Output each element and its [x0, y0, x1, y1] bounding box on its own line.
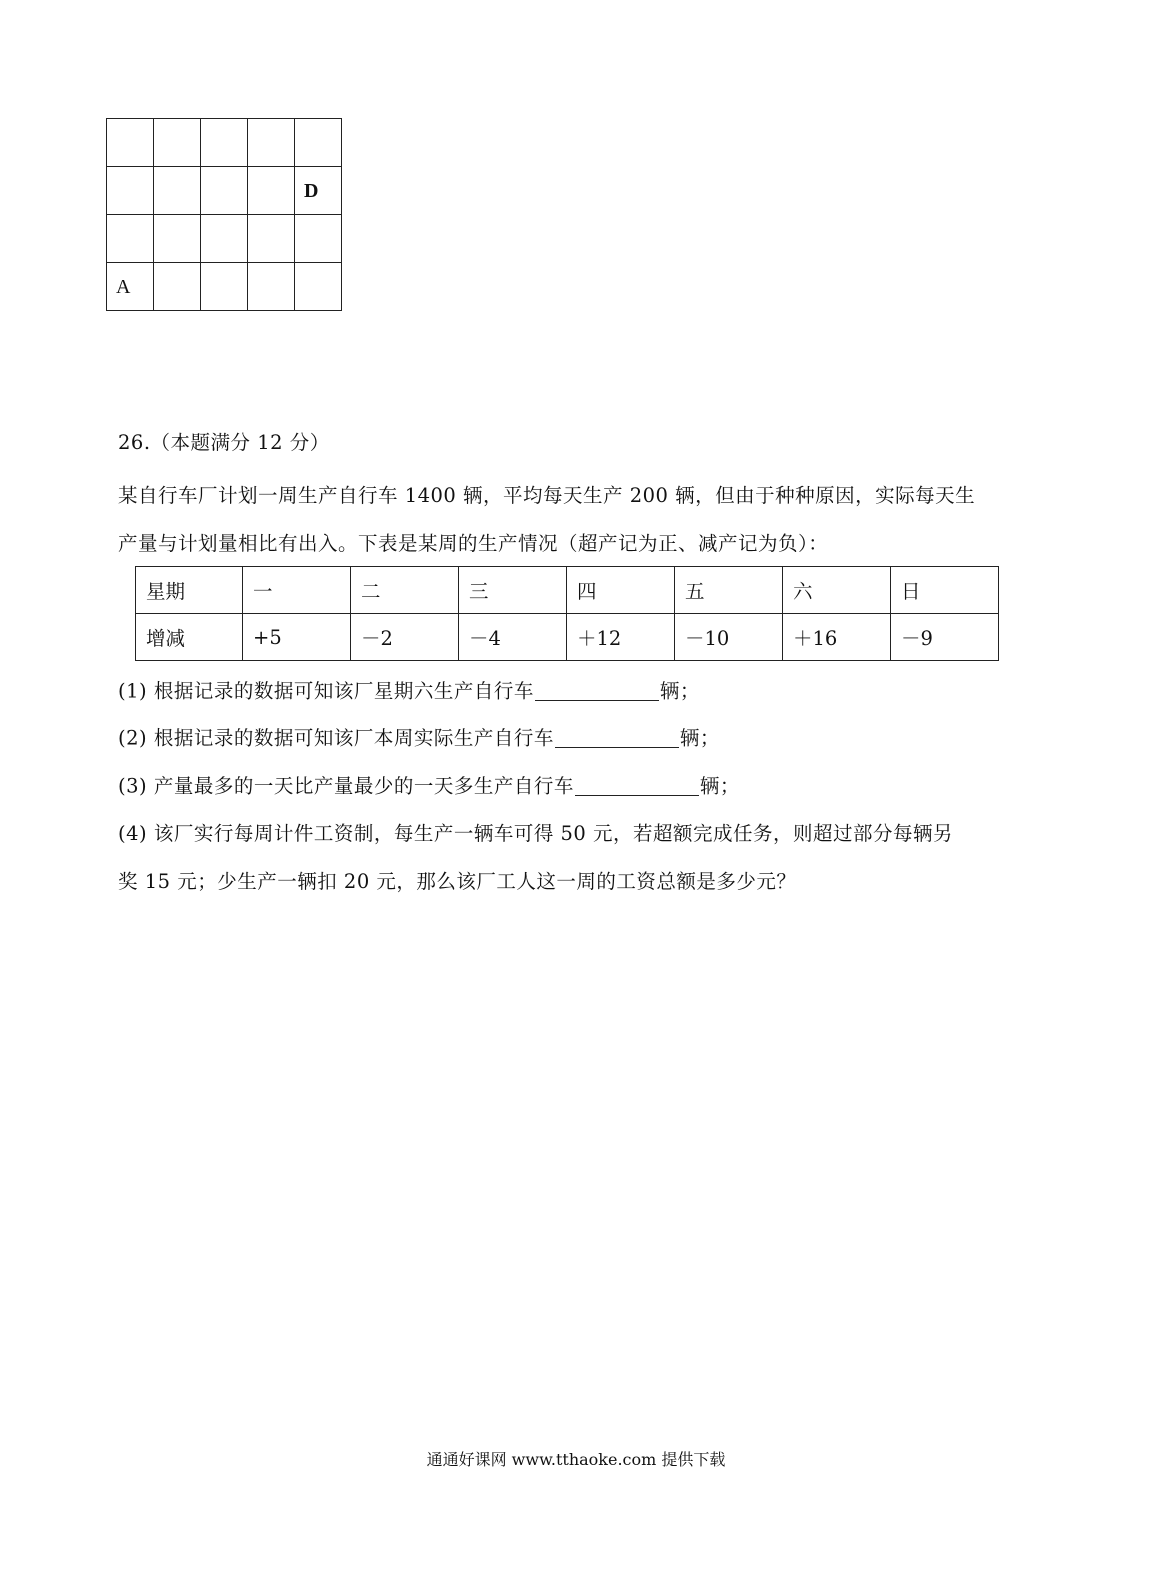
row-header-weekday: 星期 — [136, 567, 243, 614]
subquestion-2-suffix: 辆； — [679, 726, 720, 750]
grid-cell — [248, 263, 295, 311]
grid-cell — [107, 119, 154, 167]
grid-figure — [106, 118, 342, 311]
subquestion-3 — [118, 776, 740, 796]
subquestion-1 — [118, 681, 700, 701]
question-number: 26.（本题满分 12 分） — [118, 431, 330, 454]
table-row-change — [136, 614, 999, 661]
grid-cell — [154, 167, 201, 215]
table-cell-day: 六 — [783, 567, 891, 614]
table-cell-change: －10 — [675, 614, 783, 661]
table-cell-day: 三 — [459, 567, 567, 614]
grid-cell — [107, 167, 154, 215]
table-cell-change: ＋12 — [567, 614, 675, 661]
subquestion-3-suffix: 辆； — [699, 774, 740, 798]
table-row-weekday — [136, 567, 999, 614]
grid-cell — [201, 263, 248, 311]
grid-cell — [295, 263, 342, 311]
table-cell-day: 一 — [243, 567, 351, 614]
subquestion-4-line1: (4) 该厂实行每周计件工资制，每生产一辆车可得 50 元，若超额完成任务，则超过部分每辆另 — [118, 822, 954, 845]
subquestion-4-line2: 奖 15 元；少生产一辆扣 20 元，那么该厂工人这一周的工资总额是多少元？ — [118, 870, 797, 893]
table-cell-day: 二 — [351, 567, 459, 614]
subquestion-1-prefix: (1) 根据记录的数据可知该厂星期六生产自行车 — [118, 679, 534, 703]
grid-cell — [154, 263, 201, 311]
grid-cell — [201, 167, 248, 215]
table-cell-change: －4 — [459, 614, 567, 661]
grid-cell — [154, 119, 201, 167]
table-cell-day: 四 — [567, 567, 675, 614]
question-intro-line2: 产量与计划量相比有出入。下表是某周的生产情况（超产记为正、减产记为负）： — [118, 532, 829, 555]
table-cell-change: +5 — [243, 614, 351, 661]
grid-cell — [107, 215, 154, 263]
subquestion-2-prefix: (2) 根据记录的数据可知该厂本周实际生产自行车 — [118, 726, 554, 750]
grid-cell — [248, 167, 295, 215]
grid-cell — [295, 119, 342, 167]
subquestion-3-prefix: (3) 产量最多的一天比产量最少的一天多生产自行车 — [118, 774, 574, 798]
table-cell-change: －2 — [351, 614, 459, 661]
subquestion-2 — [118, 728, 720, 748]
subquestion-1-suffix: 辆； — [659, 679, 700, 703]
grid-cell — [154, 215, 201, 263]
question-intro-line1: 某自行车厂计划一周生产自行车 1400 辆，平均每天生产 200 辆，但由于种种原因，实际每天生 — [118, 484, 976, 507]
point-label-d: D — [304, 180, 319, 202]
grid-cell-d — [295, 167, 342, 215]
table-cell-day: 日 — [891, 567, 999, 614]
answer-blank-1[interactable] — [535, 681, 659, 701]
point-label-a: A — [116, 276, 131, 298]
grid-cell — [201, 119, 248, 167]
grid-cell — [201, 215, 248, 263]
grid-cell — [248, 119, 295, 167]
production-table — [135, 566, 999, 661]
table-cell-change: －9 — [891, 614, 999, 661]
answer-blank-2[interactable] — [555, 728, 679, 748]
table-cell-change: ＋16 — [783, 614, 891, 661]
page-footer: 通通好课网 www.tthaoke.com 提供下载 — [426, 1450, 726, 1469]
answer-blank-3[interactable] — [575, 776, 699, 796]
table-cell-day: 五 — [675, 567, 783, 614]
grid-cell — [248, 215, 295, 263]
grid-cell — [295, 215, 342, 263]
grid-cell-a — [107, 263, 154, 311]
row-header-change: 增减 — [136, 614, 243, 661]
